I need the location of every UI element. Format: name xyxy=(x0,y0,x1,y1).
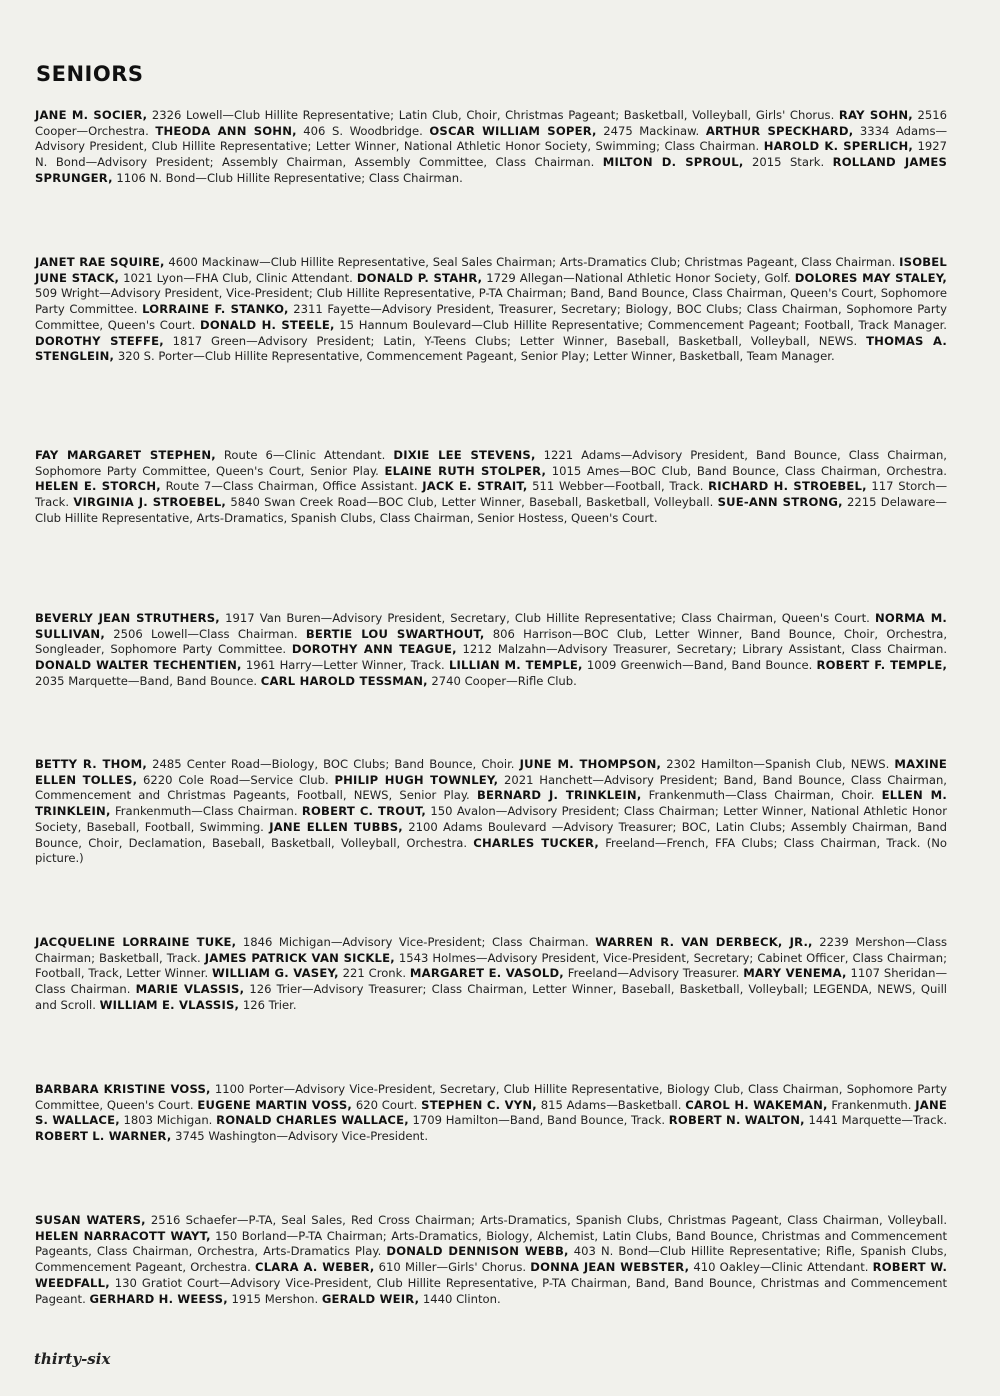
senior-details: 221 Cronk. xyxy=(342,966,407,981)
senior-name: RONALD CHARLES WALLACE, xyxy=(216,1113,409,1128)
senior-entry xyxy=(292,642,947,656)
senior-details: 3334 Adams—Advisory President, Club Hillite Representative; Letter Winner, National Athletic Honor Society, Swimming; Class Chairman. xyxy=(35,123,948,154)
senior-entry xyxy=(35,334,857,348)
senior-name: DOROTHY ANN TEAGUE, xyxy=(291,642,457,657)
senior-name: JACK E. STRAIT, xyxy=(422,479,528,494)
senior-name: ROBERT F. TEMPLE, xyxy=(816,658,948,673)
senior-entry xyxy=(155,124,422,138)
senior-details: 815 Adams—Basketball. xyxy=(540,1097,682,1112)
senior-details: 1961 Harry—Letter Winner, Track. xyxy=(245,658,445,673)
senior-entry xyxy=(35,108,834,122)
senior-name: LORRAINE F. STANKO, xyxy=(142,302,289,317)
senior-entry xyxy=(35,255,895,269)
senior-name: DONALD WALTER TECHENTIEN, xyxy=(35,658,242,673)
senior-details: 511 Webber—Football, Track. xyxy=(532,479,704,494)
senior-details: 1927 N. Bond—Advisory President; Assembly Chairman, Assembly Committee, Class Chairman. xyxy=(35,139,948,170)
senior-name: DOLORES MAY STALEY, xyxy=(794,270,948,285)
senior-name: JANE M. SOCIER, xyxy=(35,108,148,122)
senior-name: DONNA JEAN WEBSTER, xyxy=(530,1260,690,1275)
senior-details: Freeland—Advisory Treasurer. xyxy=(567,966,740,981)
senior-name: DOROTHY STEFFE, xyxy=(35,333,164,348)
senior-name: MARY VENEMA, xyxy=(743,966,847,981)
senior-name: ROBERT C. TROUT, xyxy=(301,804,427,819)
senior-name: CHARLES TUCKER, xyxy=(473,835,599,850)
senior-details: 2516 Cooper—Orchestra. xyxy=(35,108,948,138)
senior-entry xyxy=(35,448,385,462)
senior-details: 1915 Mershon. xyxy=(231,1291,319,1306)
senior-paragraph xyxy=(35,1082,947,1145)
senior-details: 150 Avalon—Advisory President; Class Chairman; Letter Winner, National Athletic Honor Society, Baseball, Football, Swimming. xyxy=(35,804,948,834)
senior-entry xyxy=(477,788,874,802)
senior-details: 1107 Sheridan—Class Chairman. xyxy=(35,966,948,997)
senior-name: CARL HAROLD TESSMAN, xyxy=(260,673,428,688)
senior-details: 410 Oakley—Clinic Attendant. xyxy=(693,1260,869,1275)
senior-name: JACQUELINE LORRAINE TUKE, xyxy=(35,935,237,949)
senior-details: 1015 Ames—BOC Club, Band Bounce, Class Chairman, Orchestra. xyxy=(551,463,947,478)
senior-name: WARREN R. VAN DERBECK, JR., xyxy=(595,935,813,949)
senior-details: 2021 Hanchett—Advisory President; Band, Band Bounce, Class Chairman, Commencement and Christmas Pageants, Football, NEWS, Senior Play. xyxy=(35,772,947,803)
senior-details: 3745 Washington—Advisory Vice-President. xyxy=(175,1129,429,1144)
senior-name: BETTY R. THOM, xyxy=(35,757,147,771)
senior-details: 406 S. Woodbridge. xyxy=(303,123,423,138)
senior-details: 15 Hannum Boulevard—Club Hillite Representative; Commencement Pageant; Football, Track Manager. xyxy=(339,317,947,332)
senior-name: MARIE VLASSIS, xyxy=(135,982,245,997)
senior-name: STEPHEN C. VYN, xyxy=(421,1097,537,1112)
senior-name: BEVERLY JEAN STRUTHERS, xyxy=(35,611,220,625)
senior-details: 806 Harrison—BOC Club, Letter Winner, Band Bounce, Choir, Orchestra, Songleader, Sophomore Party Committee. xyxy=(35,626,947,657)
senior-details: 1543 Holmes—Advisory President, Vice-President, Secretary; Cabinet Officer, Class Chairman; Football, Track, Letter Winner. xyxy=(35,950,948,981)
senior-details: 2239 Mershon—Class Chairman; Basketball, Track. xyxy=(35,935,948,965)
senior-details: Route 6—Clinic Attendant. xyxy=(223,448,386,462)
senior-name: ROLLAND JAMES SPRUNGER, xyxy=(35,155,948,185)
senior-details: 2475 Mackinaw. xyxy=(603,123,700,138)
senior-name: JANE ELLEN TUBBS, xyxy=(269,819,403,834)
senior-name: CAROL H. WAKEMAN, xyxy=(685,1097,828,1112)
senior-name: HELEN NARRACOTT WAYT, xyxy=(35,1228,211,1243)
senior-name: JANET RAE SQUIRE, xyxy=(35,255,165,269)
senior-details: 2311 Fayette—Advisory President, Treasurer, Secretary; Biology, BOC Clubs; Class Chairman, Sophomore Party Committee, Queen's Court. xyxy=(35,302,947,332)
senior-name: WILLIAM E. VLASSIS, xyxy=(99,997,240,1012)
senior-name: DIXIE LEE STEVENS, xyxy=(393,448,536,462)
senior-details: Route 7—Class Chairman, Office Assistant. xyxy=(165,479,418,494)
senior-details: 509 Wright—Advisory President, Vice-President; Club Hillite Representative, P-TA Chairman; Band, Band Bounce, Class Chairman, Queen's Court, Sophomore Party Committee. xyxy=(35,286,947,317)
senior-paragraph xyxy=(35,255,947,365)
senior-entry xyxy=(200,318,947,332)
senior-entry xyxy=(212,966,406,980)
senior-entry xyxy=(89,1292,318,1306)
senior-name: DONALD P. STAHR, xyxy=(356,270,483,285)
senior-details: 1009 Greenwich—Band, Band Bounce. xyxy=(586,658,813,673)
senior-details: 1221 Adams—Advisory President, Band Bounce, Class Chairman, Sophomore Party Committee, Queen's Court, Senior Play. xyxy=(35,448,947,478)
senior-name: ELAINE RUTH STOLPER, xyxy=(384,463,547,478)
senior-details: 2485 Center Road—Biology, BOC Clubs; Band Bounce, Choir. xyxy=(152,757,515,771)
senior-name: THEODA ANN SOHN, xyxy=(155,123,297,138)
senior-details: Frankenmuth—Class Chairman. xyxy=(114,804,298,819)
senior-name: SUE-ANN STRONG, xyxy=(717,495,843,510)
senior-name: MILTON D. SPROUL, xyxy=(602,155,744,170)
senior-name: JAMES PATRICK VAN SICKLE, xyxy=(204,950,395,965)
senior-entry xyxy=(35,757,514,771)
senior-details: 1846 Michigan—Advisory Vice-President; Class Chairman. xyxy=(242,935,589,949)
senior-name: SUSAN WATERS, xyxy=(35,1213,146,1227)
senior-details: 2516 Schaefer—P-TA, Seal Sales, Red Cross Chairman; Arts-Dramatics, Spanish Clubs, Christmas Pageant, Class Chairman, Volleyball. xyxy=(150,1213,948,1227)
senior-details: 117 Storch—Track. xyxy=(35,479,948,510)
senior-name: OSCAR WILLIAM SOPER, xyxy=(429,123,597,138)
senior-details: 403 N. Bond—Club Hillite Representative; Rifle, Spanish Clubs, Commencement Pageant, Orchestra. xyxy=(35,1244,948,1275)
senior-name: ARTHUR SPECKHARD, xyxy=(705,123,854,138)
senior-details: 150 Borland—P-TA Chairman; Arts-Dramatics, Biology, Alchemist, Latin Clubs, Band Bounce, Christmas and Commencement Pageants, Class Chairman, Orchestra, Arts-Dramatics Play. xyxy=(35,1228,947,1259)
senior-name: ISOBEL JUNE STACK, xyxy=(35,255,947,285)
senior-name: DONALD H. STEELE, xyxy=(200,317,335,332)
senior-details: 1817 Green—Advisory President; Latin, Y-Teens Clubs; Letter Winner, Baseball, Basketball, Volleyball, NEWS. xyxy=(172,333,858,348)
senior-entry xyxy=(35,1129,428,1143)
senior-name: HELEN E. STORCH, xyxy=(35,479,161,494)
senior-entry xyxy=(520,757,890,771)
senior-details: 2215 Delaware—Club Hillite Representative, Arts-Dramatics, Spanish Clubs, Class Chairman, Senior Hostess, Queen's Court. xyxy=(35,495,948,525)
senior-paragraph xyxy=(35,1213,947,1307)
senior-details: 1100 Porter—Advisory Vice-President, Secretary, Club Hillite Representative, Biology Club, Class Chairman, Sophomore Party Committee, Queen's Court. xyxy=(35,1082,947,1112)
senior-entry xyxy=(385,464,947,478)
senior-name: VIRGINIA J. STROEBEL, xyxy=(73,495,227,510)
senior-details: Frankenmuth. xyxy=(831,1097,912,1112)
senior-details: 2015 Stark. xyxy=(751,155,825,170)
senior-name: BERTIE LOU SWARTHOUT, xyxy=(305,626,485,641)
senior-name: PHILIP HUGH TOWNLEY, xyxy=(334,772,499,787)
senior-details: Frankenmuth—Class Chairman, Choir. xyxy=(648,788,875,803)
senior-name: CLARA A. WEBER, xyxy=(255,1260,375,1275)
senior-entry xyxy=(669,1113,947,1127)
senior-details: 1803 Michigan. xyxy=(123,1113,213,1128)
senior-name: GERALD WEIR, xyxy=(321,1291,420,1306)
senior-name: ROBERT N. WALTON, xyxy=(668,1113,805,1128)
senior-details: 1917 Van Buren—Advisory President, Secretary, Club Hillite Representative; Class Chairman, Queen's Court. xyxy=(225,611,870,625)
senior-name: LILLIAN M. TEMPLE, xyxy=(448,658,583,673)
senior-details: 1106 N. Bond—Club Hillite Representative; Class Chairman. xyxy=(116,170,463,185)
senior-name: THOMAS A. STENGLEIN, xyxy=(35,333,947,364)
senior-details: 1729 Allegan—National Athletic Honor Society, Golf. xyxy=(486,270,791,285)
senior-name: ELLEN M. TRINKLEIN, xyxy=(35,788,948,819)
senior-name: MARGARET E. VASOLD, xyxy=(409,966,564,981)
senior-entry xyxy=(261,674,577,688)
senior-name: MAXINE ELLEN TOLLES, xyxy=(35,757,947,787)
senior-entry xyxy=(35,935,589,949)
senior-paragraph xyxy=(35,108,947,187)
senior-details: 6220 Cole Road—Service Club. xyxy=(143,772,329,787)
senior-entry xyxy=(35,1213,947,1227)
page-number: thirty-six xyxy=(34,1350,111,1368)
senior-details: 320 S. Porter—Club Hillite Representative, Commencement Pageant, Senior Play; Letter Winner, Basketball, Team Manager. xyxy=(117,349,835,364)
senior-details: Freeland—French, FFA Clubs; Class Chairman, Track. (No picture.) xyxy=(35,835,947,866)
senior-name: JANE S. WALLACE, xyxy=(35,1097,947,1128)
senior-name: NORMA M. SULLIVAN, xyxy=(35,611,948,641)
senior-entry xyxy=(685,1098,911,1112)
senior-entry xyxy=(322,1292,501,1306)
senior-details: 2506 Lowell—Class Chairman. xyxy=(113,626,298,641)
senior-entry xyxy=(35,658,445,672)
senior-entry xyxy=(255,1260,526,1274)
senior-name: WILLIAM G. VASEY, xyxy=(212,966,339,981)
senior-name: GERHARD H. WEESS, xyxy=(89,1291,228,1306)
senior-entry xyxy=(422,479,703,493)
senior-name: DONALD DENNISON WEBB, xyxy=(386,1244,569,1259)
senior-details: 4600 Mackinaw—Club Hillite Representative, Seal Sales Chairman; Arts-Dramatics Club; Christmas Pageant, Class Chairman. xyxy=(168,255,896,269)
senior-entry xyxy=(603,155,824,169)
senior-entry xyxy=(35,479,418,493)
senior-details: 2100 Adams Boulevard —Advisory Treasurer; BOC, Latin Clubs; Assembly Chairman, Band Bounce, Choir, Declamation, Baseball, Basketball, Volleyball, Orchestra. xyxy=(35,819,948,850)
senior-entry xyxy=(197,1098,417,1112)
senior-name: ROBERT L. WARNER, xyxy=(35,1129,172,1144)
senior-entry xyxy=(216,1113,665,1127)
senior-details: 610 Miller—Girls' Chorus. xyxy=(378,1260,527,1275)
senior-name: BERNARD J. TRINKLEIN, xyxy=(476,788,642,803)
senior-paragraph xyxy=(35,757,947,867)
senior-details: 2302 Hamilton—Spanish Club, NEWS. xyxy=(666,757,890,771)
senior-details: 1440 Clinton. xyxy=(422,1291,501,1306)
senior-name: ROBERT W. WEEDFALL, xyxy=(35,1260,948,1290)
senior-details: 5840 Swan Creek Road—BOC Club, Letter Winner, Baseball, Basketball, Volleyball. xyxy=(230,495,714,510)
senior-details: 1441 Marquette—Track. xyxy=(808,1113,948,1128)
senior-details: 130 Gratiot Court—Advisory Vice-President, Club Hillite Representative, P-TA Chairman, Band, Band Bounce, Christmas and Commencement Pageant. xyxy=(35,1275,947,1306)
senior-paragraph xyxy=(35,935,947,1014)
senior-entry xyxy=(530,1260,868,1274)
senior-details: 1212 Malzahn—Advisory Treasurer, Secretary; Library Assistant, Class Chairman. xyxy=(462,642,948,657)
senior-name: RICHARD H. STROEBEL, xyxy=(708,479,867,494)
senior-details: 2326 Lowell—Club Hillite Representative; Latin Club, Choir, Christmas Pageant; Basketball, Volleyball, Girls' Chorus. xyxy=(151,108,835,122)
senior-entry xyxy=(421,1098,681,1112)
senior-name: JUNE M. THOMPSON, xyxy=(519,757,662,771)
senior-details: 2035 Marquette—Band, Band Bounce. xyxy=(35,673,258,688)
senior-details: 620 Court. xyxy=(355,1097,418,1112)
senior-details: 126 Trier. xyxy=(242,997,297,1012)
senior-entry xyxy=(100,998,297,1012)
senior-name: EUGENE MARTIN VOSS, xyxy=(197,1097,352,1112)
senior-name: BARBARA KRISTINE VOSS, xyxy=(35,1082,211,1096)
senior-details: 1021 Lyon—FHA Club, Clinic Attendant. xyxy=(123,270,353,285)
senior-details: 126 Trier—Advisory Treasurer; Class Chairman, Letter Winner, Baseball, Basketball, Volleyball; LEGENDA, NEWS, Quill and Scroll. xyxy=(35,982,948,1012)
senior-details: 1709 Hamilton—Band, Band Bounce, Track. xyxy=(412,1113,666,1128)
senior-paragraph xyxy=(35,611,947,690)
senior-name: HAROLD K. SPERLICH, xyxy=(763,139,914,154)
senior-entry xyxy=(449,658,812,672)
senior-name: FAY MARGARET STEPHEN, xyxy=(35,448,216,462)
senior-entry xyxy=(410,966,739,980)
senior-entry xyxy=(357,271,791,285)
page-heading: SENIORS xyxy=(36,62,144,86)
senior-entry xyxy=(73,495,713,509)
senior-name: RAY SOHN, xyxy=(838,108,913,122)
senior-paragraph xyxy=(35,448,947,527)
senior-details: 2740 Cooper—Rifle Club. xyxy=(431,673,577,688)
senior-entry xyxy=(35,611,870,625)
senior-entry xyxy=(429,124,699,138)
